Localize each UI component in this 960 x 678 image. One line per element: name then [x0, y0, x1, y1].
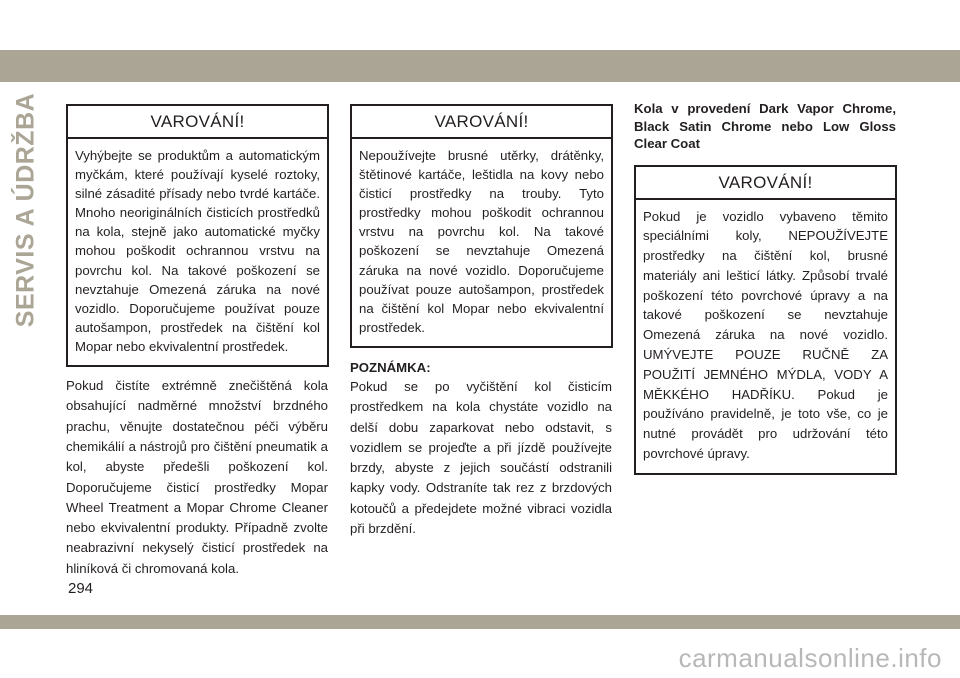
column-2 — [350, 104, 612, 539]
column-1 — [66, 104, 328, 579]
warning-text: Pokud je vozidlo vybaveno těmito speciálními koly, NEPOUŽÍVEJTE prostředky na čištění kol, brusné materiály ani lešticí látky. Způsobí trvalé poškození této povrchové úpravy a na takové poškození se nevztahuje Omezená záruka na nové vozidlo. UMÝVEJTE POUZE RUČNĚ ZA POUŽITÍ JEMNÉHO MÝDLA, VODY A MĚKKÉHO HADŘÍKU. Pokud je používáno pravidelně, je toto vše, co je nutné provádět pro udržování této povrchové úpravy. — [643, 208, 888, 462]
section-side-label — [10, 92, 42, 328]
watermark-text: carmanualsonline.info — [678, 643, 942, 673]
warning-title: VAROVÁNÍ! — [68, 106, 327, 139]
note-title: POZNÁMKA: — [350, 359, 431, 375]
warning-box-1 — [66, 104, 329, 367]
warning-title: VAROVÁNÍ! — [636, 167, 895, 200]
warning-box-2 — [350, 104, 613, 348]
note-text: Pokud se po vyčištění kol čisticím prostředkem na kola chystáte vozidlo na delší dobu zaparkovat nebo odstavit, s vozidlem se projeďte a při jízdě používejte brzdy, abyste z jejich součástí odstranili kapky vody. Odstraníte tak rez z brzdových kotoučů a předejdete možné vibraci vozidla při brzdění. — [350, 378, 612, 537]
page-number: 294 — [68, 580, 94, 597]
column-3 — [634, 100, 896, 475]
header-bar — [0, 50, 960, 82]
footer-bar — [0, 615, 960, 629]
wheel-cleaning-paragraph: Pokud čistíte extrémně znečištěná kola obsahující nadměrné množství brzdného prachu, věnujte dostatečnou péči výběru chemikálií a nástrojů pro čištění pneumatik a kol, abyste předešli poškození kol. Doporučujeme čisticí prostředky Mopar Wheel Treatment a Mopar Chrome Cleaner nebo ekvivalentní produkty. Případně zvolte neabrazivní nekyselý čisticí prostředek na hliníková či chromovaná kola. — [66, 378, 328, 576]
warning-box-3 — [634, 165, 897, 475]
warning-title: VAROVÁNÍ! — [352, 106, 611, 139]
section-label-text: SERVIS A ÚDRŽBA — [11, 92, 40, 328]
warning-text: Vyhýbejte se produktům a automatickým myčkám, které používají kyselé roztoky, silné zásadité přísady nebo tvrdé kartáče. Mnoho neoriginálních čisticích prostředků na kola, stejně jako automatické myčky mohou poškodit ochrannou vrstvu na povrchu kol. Na takové poškození se nevztahuje Omezená záruka na nové vozidlo. Doporučujeme používat pouze autošampon, prostředek na čištění kol Mopar nebo ekvivalentní prostředek. — [75, 148, 320, 354]
warning-text: Nepoužívejte brusné utěrky, drátěnky, štětinové kartáče, leštidla na kovy nebo čisticí prostředky na trouby. Tyto prostředky mohou poškodit ochrannou vrstvu na povrchu kol. Na takové poškození se nevztahuje Omezená záruka na nové vozidlo. Doporučujeme používat pouze autošampon, prostředek na čištění kol Mopar nebo ekvivalentní prostředek. — [359, 148, 604, 335]
special-wheels-heading: Kola v provedení Dark Vapor Chrome, Black Satin Chrome nebo Low Gloss Clear Coat — [634, 101, 896, 151]
